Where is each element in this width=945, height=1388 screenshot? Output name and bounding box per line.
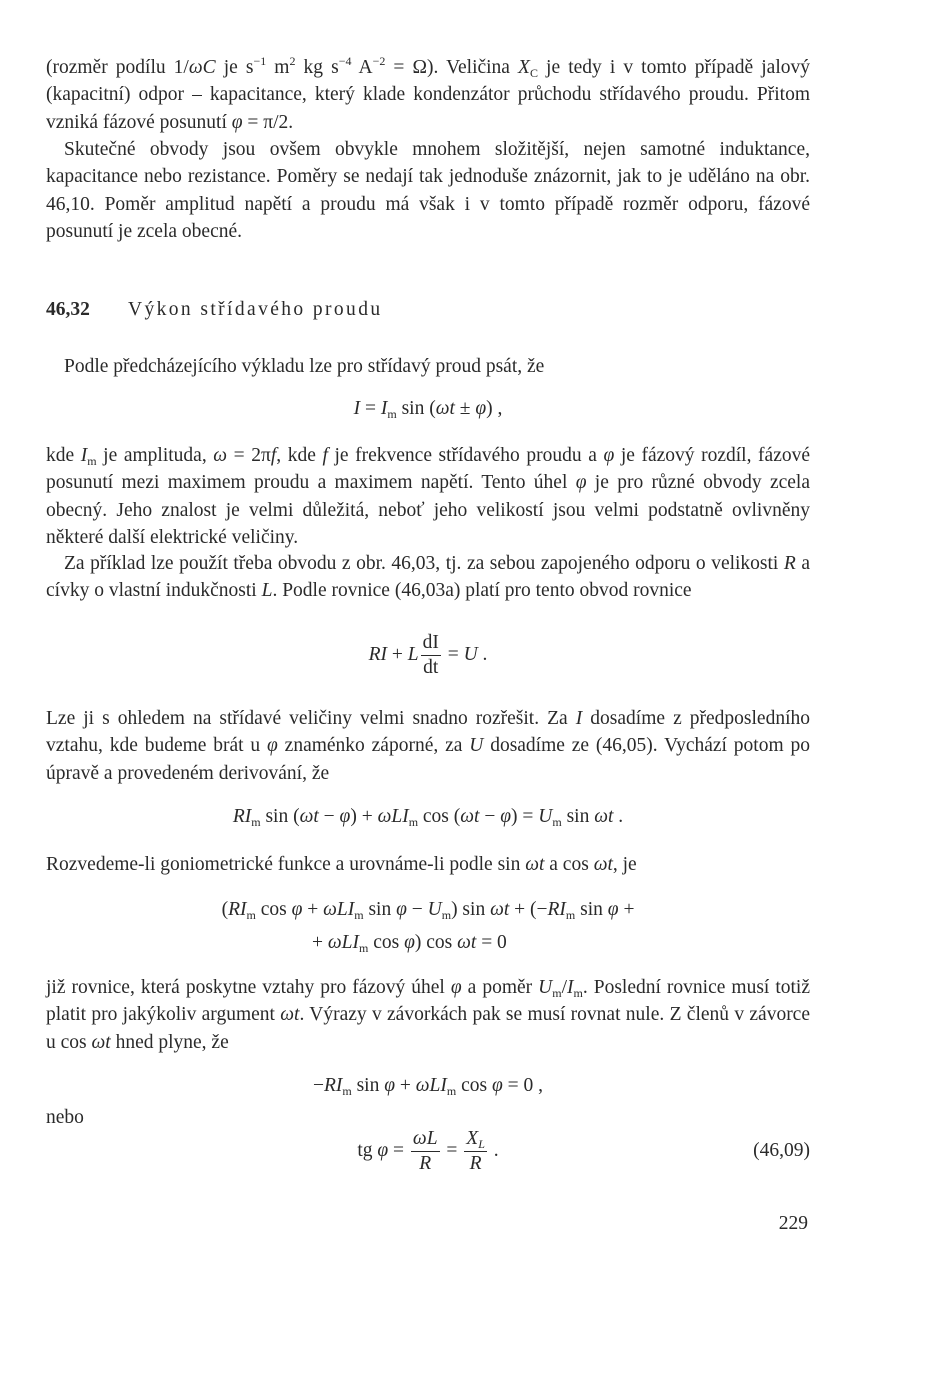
equation-number: (46,09) <box>753 1140 810 1161</box>
fraction-omega-l-over-r: $\frac{\omega L}{R}$ <box>412 1128 438 1174</box>
paragraph-solve: Lze ji s ohledem na střídavé veličiny velmi snadno rozřešit. Za I dosadíme z předposledního vztahu, kde budeme brát u φ znaménko záporné, za U dosadíme ze (46,05). Vychází potom po úpravě a provedeném derivování, že <box>46 708 810 784</box>
equation-tangent: tg φ = $\frac{\omega L}{R}$ = $\frac{X_L}{R}$ . <box>357 1128 499 1174</box>
equation-current: $I = I_m$ sin (ωt ± φ) , <box>353 398 503 421</box>
section-number: 46,32 <box>46 299 90 320</box>
fraction-derivative: $\frac{dI}{dt}$ <box>422 632 439 678</box>
equation-rl-circuit: RI + L $\frac{dI}{dt}$ = U . <box>368 632 488 678</box>
equation-combined-line2: + ωLI$_m$ cos φ) cos ωt = 0 <box>312 932 507 955</box>
paragraph-phase-ratio: již rovnice, která poskytne vztahy pro fázový úhel φ a poměr $U_m/I_m$. Poslední rovnice musí totiž platit pro jakýkoliv argument ωt. Výrazy v závorkách pak se musí rovnat nule. Z členů v závorce u cos ωt hned plyne, že <box>46 977 810 1053</box>
paragraph-amplitude: kde $I_m$ je amplituda, ω = 2πf, kde f je frekvence střídavého proudu a φ je fázový rozdíl, fázové posunutí mezi maximem proudu a maximem napětí. Tento úhel φ je pro různé obvody zcela obecný. Jeho znalost je velmi důležitá, neboť jeho velikostí jsou velmi podstatně ovlivněny některé další elektrické veličiny. <box>46 445 811 548</box>
paragraph-intro: Podle předcházejícího výkladu lze pro střídavý proud psát, že <box>64 356 545 377</box>
equation-zero-condition: $-RI_m$ sin φ + ωLI$_m$ cos φ = 0 , <box>312 1075 544 1098</box>
section-title: Výkon střídavého proudu <box>128 299 383 320</box>
paragraph-goniometric: Rozvedeme-li goniometrické funkce a urovnáme-li podle sin ωt a cos ωt, je <box>46 854 637 875</box>
paragraph-real-circuits: Skutečné obvody jsou ovšem obvykle mnohem složitější, nejen samotné induktance, kapacitance nebo rezistance. Poměry se nedají tak jednoduše znázornit, jak to je uděláno na obr. 46,10. Poměr amplitud napětí a proudu má však i v tomto případě rozměr odporu, fázové posunutí je zcela obecné. <box>46 139 810 242</box>
paragraph-example: Za příklad lze použít třeba obvodu z obr. 46,03, tj. za sebou zapojeného odporu o velikosti R a cívky o vlastní indukčnosti L. Podle rovnice (46,03a) platí pro tento obvod rovnice <box>46 553 810 602</box>
word-nebo: nebo <box>46 1107 84 1128</box>
paragraph-capacitance: (rozměr podílu 1/ωC je $s^{-1}$ $m^2$ kg $s^{-4}$ $A^{-2} = \Omega$). Veličina $X_C$ je tedy i v tomto případě jalový (kapacitní) odpor – kapacitance, který klade kondenzátor průchodu střídavého proudu. Přitom vzniká fázové posunutí φ = π/2. <box>46 54 811 133</box>
fraction-xl-over-r: $\frac{X_L}{R}$ <box>466 1128 485 1174</box>
equation-combined-line1: ($RI_m$ cos φ + ωLI$_m$ $\sin \varphi - U_m$) $\sin \omega t + (-RI_m$ sin φ + <box>221 899 635 922</box>
equation-expanded: $RI_m$ sin (ωt − φ) + ωLI$_m$ $\cos (\omega t - \varphi) = U_m$ sin ωt . <box>232 806 624 829</box>
page-number: 229 <box>778 1213 808 1234</box>
